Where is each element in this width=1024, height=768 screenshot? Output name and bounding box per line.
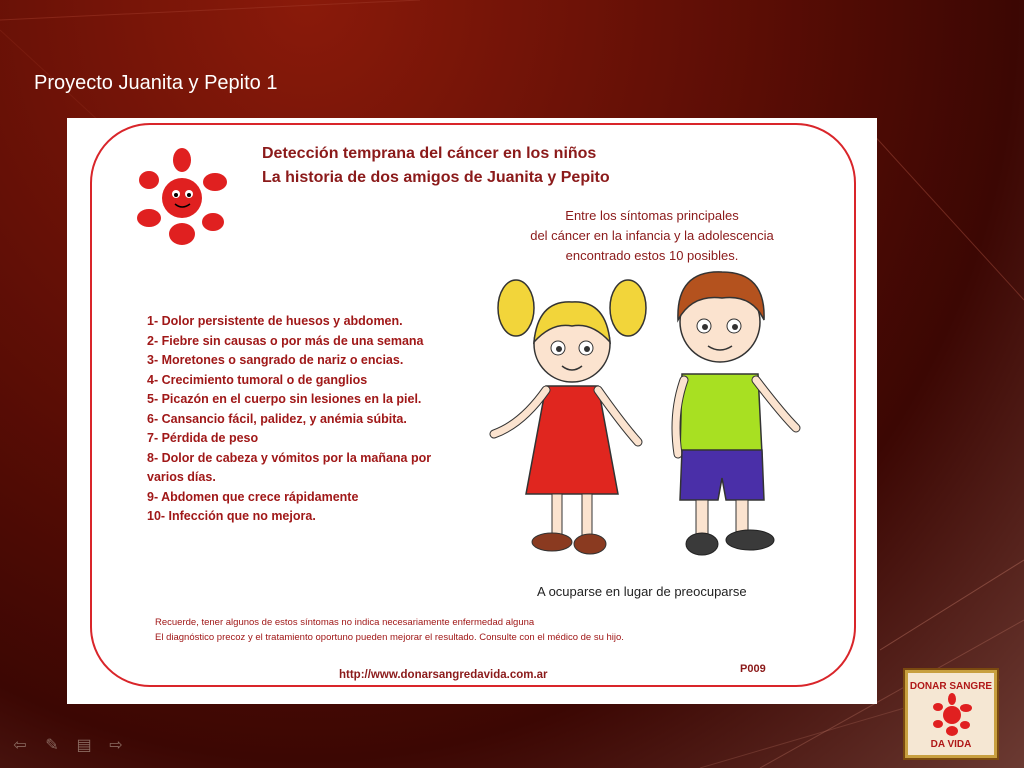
symptom-item: 2- Fiebre sin causas o por más de una semana	[147, 333, 424, 348]
symptom-item: varios días.	[147, 470, 216, 484]
forward-arrow-icon[interactable]: ⇨	[109, 737, 123, 754]
symptom-list	[147, 312, 477, 527]
intro-text	[487, 206, 817, 266]
back-arrow-icon[interactable]: ⇦	[13, 737, 27, 754]
intro-line-2: del cáncer en la infancia y la adolescencia	[530, 228, 774, 243]
poster-heading	[262, 142, 610, 190]
boy-figure	[676, 272, 796, 555]
girl-figure	[494, 280, 646, 554]
website-link[interactable]: http://www.donarsangredavida.com.ar	[339, 669, 548, 681]
symptom-item: 8- Dolor de cabeza y vómitos por la mañana por	[147, 450, 432, 465]
slide-navigation	[8, 736, 128, 756]
symptom-item: 4- Crecimiento tumoral o de ganglios	[147, 372, 368, 387]
reminder-note	[155, 615, 624, 645]
blood-drop-mascot-icon	[135, 146, 230, 246]
illustration-caption: A ocuparse en lugar de preocuparse	[537, 584, 747, 599]
donar-sangre-logo	[905, 670, 997, 758]
logo-bottom-text: DA VIDA	[930, 739, 972, 750]
poster	[67, 118, 877, 704]
symptom-item: 6- Cansancio fácil, palidez, y anémia súbita.	[147, 411, 407, 426]
note-line-2: El diagnóstico precoz y el tratamiento oportuno pueden mejorar el resultado. Consulte con el médico de su hijo.	[155, 632, 624, 643]
pen-icon[interactable]: ✎	[45, 737, 59, 754]
children-illustration	[482, 264, 802, 574]
heading-line-1: Detección temprana del cáncer en los niños	[262, 145, 597, 162]
menu-icon[interactable]: ▤	[76, 737, 92, 754]
poster-code: P009	[740, 663, 766, 675]
logo-top-text: DONAR SANGRE	[909, 681, 993, 692]
symptom-item: 3- Moretones o sangrado de nariz o encias.	[147, 353, 404, 367]
intro-line-3: encontrado estos 10 posibles.	[565, 248, 739, 263]
symptom-item: 7- Pérdida de peso	[147, 431, 259, 445]
symptom-item: 10- Infección que no mejora.	[147, 509, 316, 523]
symptom-item: 1- Dolor persistente de huesos y abdomen.	[147, 314, 403, 328]
slide-title: Proyecto Juanita y Pepito 1	[34, 72, 278, 94]
blood-drop-logo-icon	[932, 693, 972, 737]
intro-line-1: Entre los síntomas principales	[565, 208, 739, 223]
symptom-item: 9- Abdomen que crece rápidamente	[147, 489, 359, 504]
heading-line-2: La historia de dos amigos de Juanita y Pepito	[262, 169, 610, 186]
symptom-item: 5- Picazón en el cuerpo sin lesiones en la piel.	[147, 392, 422, 406]
note-line-1: Recuerde, tener algunos de estos síntomas no indica necesariamente enfermedad alguna	[155, 617, 535, 628]
